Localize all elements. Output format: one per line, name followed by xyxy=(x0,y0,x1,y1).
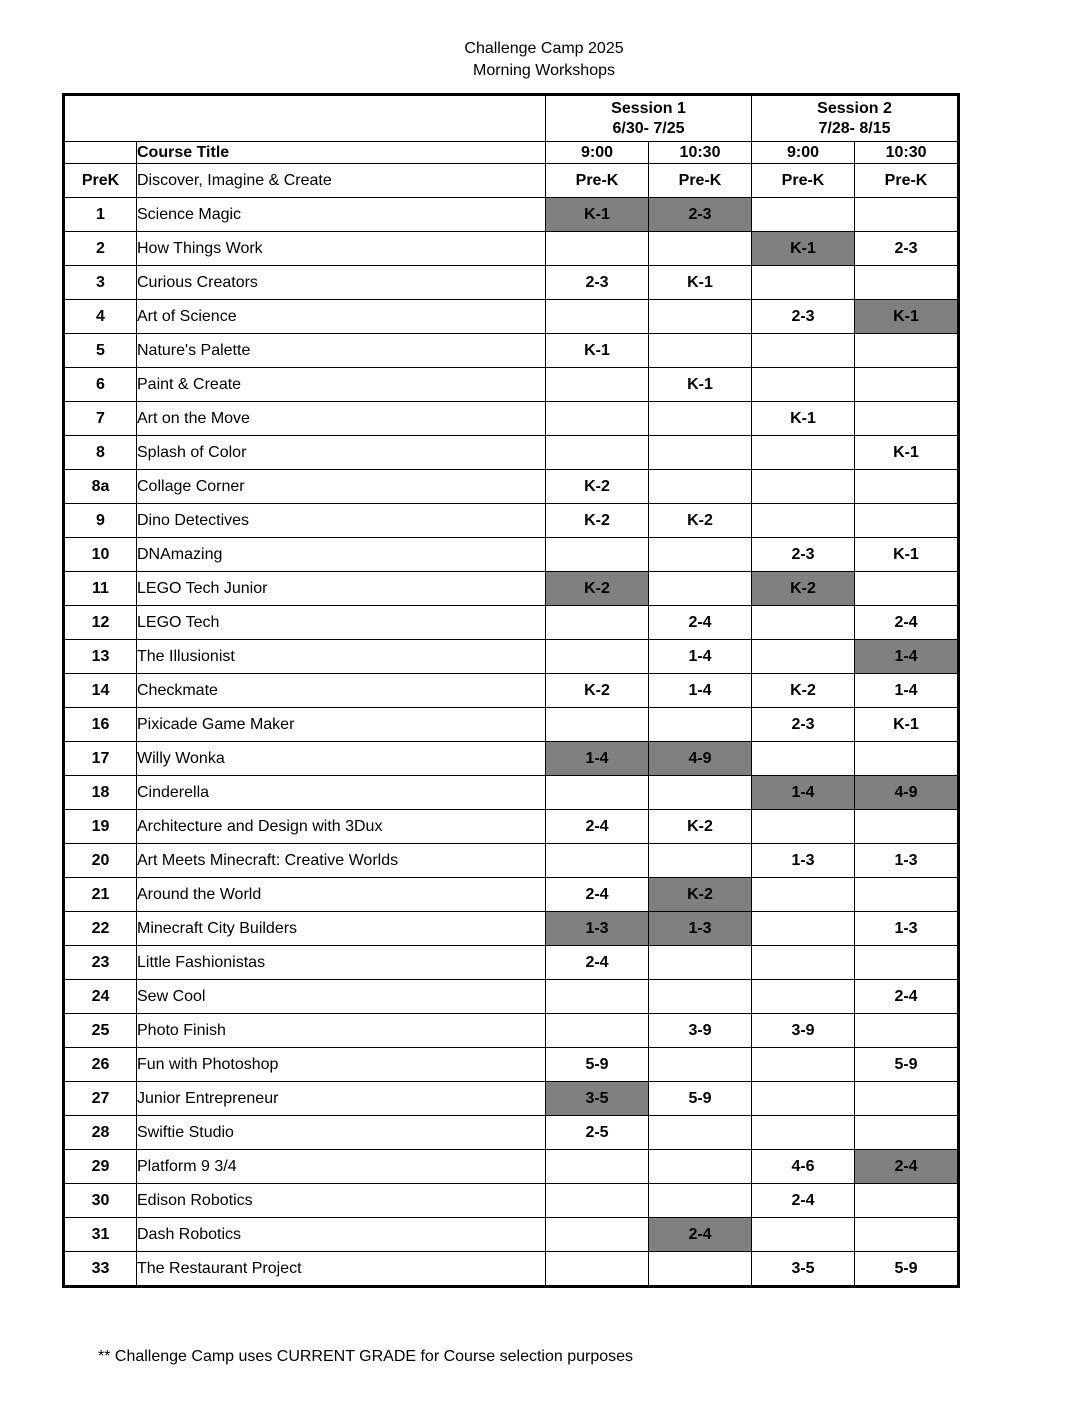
grade-cell: 5-9 xyxy=(649,1082,752,1116)
grade-cell: 2-3 xyxy=(752,708,855,742)
course-number: 31 xyxy=(65,1218,137,1252)
grade-cell xyxy=(546,1014,649,1048)
table-row xyxy=(65,946,958,980)
grade-cell xyxy=(649,334,752,368)
grade-cell: K-1 xyxy=(855,300,958,334)
grade-cell: K-2 xyxy=(546,470,649,504)
grade-cell xyxy=(855,1014,958,1048)
grade-cell xyxy=(649,470,752,504)
grade-cell: 1-3 xyxy=(546,912,649,946)
course-number: 18 xyxy=(65,776,137,810)
time-header: 9:00 xyxy=(752,142,855,164)
course-title: Nature's Palette xyxy=(137,334,546,368)
table-row xyxy=(65,810,958,844)
grade-cell xyxy=(855,810,958,844)
grade-cell: K-1 xyxy=(649,368,752,402)
course-number: 22 xyxy=(65,912,137,946)
course-number: 29 xyxy=(65,1150,137,1184)
grade-cell: K-1 xyxy=(752,232,855,266)
grade-cell: K-1 xyxy=(649,266,752,300)
grade-cell xyxy=(855,742,958,776)
grade-cell xyxy=(752,878,855,912)
schedule-table xyxy=(64,95,958,1286)
grade-cell xyxy=(546,844,649,878)
table-row xyxy=(65,1184,958,1218)
table-row xyxy=(65,572,958,606)
course-number: 5 xyxy=(65,334,137,368)
grade-cell: K-1 xyxy=(752,402,855,436)
course-title: Collage Corner xyxy=(137,470,546,504)
time-header: 9:00 xyxy=(546,142,649,164)
course-number: 27 xyxy=(65,1082,137,1116)
table-row xyxy=(65,776,958,810)
course-title: The Illusionist xyxy=(137,640,546,674)
grade-cell: 4-6 xyxy=(752,1150,855,1184)
grade-cell: 2-3 xyxy=(546,266,649,300)
grade-cell: 1-3 xyxy=(752,844,855,878)
course-number: 2 xyxy=(65,232,137,266)
table-row xyxy=(65,334,958,368)
grade-cell xyxy=(546,402,649,436)
grade-cell: K-2 xyxy=(649,504,752,538)
grade-cell xyxy=(855,266,958,300)
course-title: Art on the Move xyxy=(137,402,546,436)
course-title: LEGO Tech Junior xyxy=(137,572,546,606)
grade-cell: 1-4 xyxy=(752,776,855,810)
grade-cell: 3-9 xyxy=(752,1014,855,1048)
grade-cell xyxy=(855,402,958,436)
course-title: Art of Science xyxy=(137,300,546,334)
grade-cell: 1-4 xyxy=(649,640,752,674)
grade-cell: K-1 xyxy=(546,334,649,368)
course-number: 30 xyxy=(65,1184,137,1218)
document-title: Challenge Camp 2025 xyxy=(464,40,624,57)
grade-cell xyxy=(855,878,958,912)
course-number: 33 xyxy=(65,1252,137,1286)
grade-cell xyxy=(752,198,855,232)
grade-cell xyxy=(855,1082,958,1116)
grade-cell: 1-3 xyxy=(855,912,958,946)
grade-cell: K-1 xyxy=(855,538,958,572)
grade-cell xyxy=(546,368,649,402)
grade-cell xyxy=(752,946,855,980)
course-number: 16 xyxy=(65,708,137,742)
grade-cell: 5-9 xyxy=(855,1048,958,1082)
table-row xyxy=(65,1116,958,1150)
course-title: Cinderella xyxy=(137,776,546,810)
grade-cell: 2-3 xyxy=(752,538,855,572)
table-row xyxy=(65,198,958,232)
grade-cell xyxy=(752,368,855,402)
grade-cell: K-1 xyxy=(855,436,958,470)
course-number: 23 xyxy=(65,946,137,980)
course-title: Discover, Imagine & Create xyxy=(137,164,546,198)
grade-cell xyxy=(855,1184,958,1218)
table-row xyxy=(65,708,958,742)
course-title-header: Course Title xyxy=(137,142,546,164)
course-title: Science Magic xyxy=(137,198,546,232)
session-2-dates: 7/28- 8/15 xyxy=(818,119,891,137)
grade-cell xyxy=(752,436,855,470)
grade-cell: K-2 xyxy=(546,674,649,708)
table-row xyxy=(65,742,958,776)
grade-cell: 1-4 xyxy=(649,674,752,708)
grade-cell: 5-9 xyxy=(855,1252,958,1286)
course-title: Minecraft City Builders xyxy=(137,912,546,946)
grade-cell: 1-4 xyxy=(546,742,649,776)
course-title: Around the World xyxy=(137,878,546,912)
grade-cell xyxy=(649,232,752,266)
table-row xyxy=(65,538,958,572)
grade-cell xyxy=(546,232,649,266)
grade-cell xyxy=(649,1048,752,1082)
grade-cell xyxy=(546,1150,649,1184)
grade-cell: 2-4 xyxy=(546,878,649,912)
time-header-row xyxy=(65,142,958,164)
course-number: 19 xyxy=(65,810,137,844)
grade-cell: 2-5 xyxy=(546,1116,649,1150)
course-title: Sew Cool xyxy=(137,980,546,1014)
grade-cell: K-2 xyxy=(649,878,752,912)
table-row xyxy=(65,1218,958,1252)
grade-cell: 2-4 xyxy=(649,606,752,640)
grade-cell xyxy=(649,1150,752,1184)
table-row xyxy=(65,300,958,334)
footnote: ** Challenge Camp uses CURRENT GRADE for Course selection purposes xyxy=(98,1348,634,1365)
grade-cell: 2-4 xyxy=(855,980,958,1014)
grade-cell xyxy=(855,572,958,606)
course-number: 9 xyxy=(65,504,137,538)
grade-cell: K-2 xyxy=(649,810,752,844)
grade-cell xyxy=(649,980,752,1014)
course-title: Curious Creators xyxy=(137,266,546,300)
course-number: PreK xyxy=(65,164,137,198)
grade-cell: 2-4 xyxy=(855,1150,958,1184)
course-number: 21 xyxy=(65,878,137,912)
grade-cell xyxy=(649,844,752,878)
course-title: Splash of Color xyxy=(137,436,546,470)
course-title: Edison Robotics xyxy=(137,1184,546,1218)
grade-cell xyxy=(752,1218,855,1252)
grade-cell xyxy=(855,334,958,368)
course-number: 17 xyxy=(65,742,137,776)
grade-cell: 2-4 xyxy=(752,1184,855,1218)
grade-cell: K-2 xyxy=(546,504,649,538)
grade-cell: K-2 xyxy=(752,674,855,708)
grade-cell: 2-4 xyxy=(546,946,649,980)
grade-cell: K-2 xyxy=(752,572,855,606)
table-row xyxy=(65,266,958,300)
table-row xyxy=(65,674,958,708)
course-number: 3 xyxy=(65,266,137,300)
time-header: 10:30 xyxy=(649,142,752,164)
table-row xyxy=(65,1082,958,1116)
course-number: 1 xyxy=(65,198,137,232)
grade-cell xyxy=(546,776,649,810)
grade-cell xyxy=(752,742,855,776)
grade-cell xyxy=(546,640,649,674)
grade-cell xyxy=(546,436,649,470)
course-title: Willy Wonka xyxy=(137,742,546,776)
grade-cell: 4-9 xyxy=(855,776,958,810)
course-title: Architecture and Design with 3Dux xyxy=(137,810,546,844)
grade-cell: K-1 xyxy=(546,198,649,232)
grade-cell xyxy=(752,1048,855,1082)
grade-cell xyxy=(752,470,855,504)
course-number: 25 xyxy=(65,1014,137,1048)
grade-cell: 1-4 xyxy=(855,674,958,708)
grade-cell: K-2 xyxy=(546,572,649,606)
grade-cell xyxy=(546,708,649,742)
course-number: 28 xyxy=(65,1116,137,1150)
course-title: Little Fashionistas xyxy=(137,946,546,980)
grade-cell xyxy=(752,640,855,674)
course-number: 26 xyxy=(65,1048,137,1082)
grade-cell xyxy=(752,810,855,844)
grade-cell xyxy=(855,504,958,538)
grade-cell: 1-4 xyxy=(855,640,958,674)
grade-cell: 2-3 xyxy=(855,232,958,266)
course-title: Checkmate xyxy=(137,674,546,708)
course-title: Swiftie Studio xyxy=(137,1116,546,1150)
table-row xyxy=(65,1014,958,1048)
grade-cell xyxy=(649,402,752,436)
course-title: Art Meets Minecraft: Creative Worlds xyxy=(137,844,546,878)
grade-cell: 1-3 xyxy=(855,844,958,878)
session-1-name: Session 1 xyxy=(611,99,686,117)
grade-cell: Pre-K xyxy=(546,164,649,198)
grade-cell xyxy=(546,1252,649,1286)
session-2-header xyxy=(752,96,958,142)
grade-cell: 2-3 xyxy=(649,198,752,232)
grade-cell xyxy=(752,606,855,640)
course-number: 14 xyxy=(65,674,137,708)
grade-cell xyxy=(649,436,752,470)
time-header: 10:30 xyxy=(855,142,958,164)
grade-cell: 2-4 xyxy=(855,606,958,640)
grade-cell xyxy=(752,1116,855,1150)
course-number: 8a xyxy=(65,470,137,504)
table-row xyxy=(65,606,958,640)
course-number: 24 xyxy=(65,980,137,1014)
grade-cell xyxy=(546,1184,649,1218)
course-number: 10 xyxy=(65,538,137,572)
course-title: Dash Robotics xyxy=(137,1218,546,1252)
grade-cell: 3-5 xyxy=(752,1252,855,1286)
course-title: Paint & Create xyxy=(137,368,546,402)
table-row xyxy=(65,640,958,674)
grade-cell xyxy=(649,572,752,606)
course-number: 7 xyxy=(65,402,137,436)
grade-cell: 2-4 xyxy=(649,1218,752,1252)
grade-cell xyxy=(546,538,649,572)
session-2-name: Session 2 xyxy=(817,99,892,117)
course-number: 4 xyxy=(65,300,137,334)
table-row xyxy=(65,504,958,538)
number-header-cell xyxy=(65,142,137,164)
grade-cell: Pre-K xyxy=(752,164,855,198)
table-row xyxy=(65,232,958,266)
grade-cell xyxy=(752,980,855,1014)
grade-cell xyxy=(546,606,649,640)
grade-cell xyxy=(649,946,752,980)
course-number: 12 xyxy=(65,606,137,640)
course-number: 11 xyxy=(65,572,137,606)
table-row xyxy=(65,402,958,436)
header-blank-cell xyxy=(65,96,546,142)
session-1-dates: 6/30- 7/25 xyxy=(612,119,685,137)
course-number: 20 xyxy=(65,844,137,878)
course-title: Photo Finish xyxy=(137,1014,546,1048)
course-number: 8 xyxy=(65,436,137,470)
grade-cell xyxy=(855,470,958,504)
table-row xyxy=(65,980,958,1014)
course-title: The Restaurant Project xyxy=(137,1252,546,1286)
course-title: Junior Entrepreneur xyxy=(137,1082,546,1116)
session-header-row xyxy=(65,96,958,142)
course-title: Platform 9 3/4 xyxy=(137,1150,546,1184)
grade-cell xyxy=(649,300,752,334)
course-title: DNAmazing xyxy=(137,538,546,572)
grade-cell xyxy=(855,1218,958,1252)
grade-cell xyxy=(752,1082,855,1116)
grade-cell xyxy=(855,368,958,402)
grade-cell: K-1 xyxy=(855,708,958,742)
table-row xyxy=(65,844,958,878)
table-row xyxy=(65,436,958,470)
grade-cell xyxy=(855,198,958,232)
grade-cell xyxy=(649,1116,752,1150)
table-row xyxy=(65,164,958,198)
grade-cell xyxy=(752,334,855,368)
grade-cell xyxy=(649,776,752,810)
document-subtitle: Morning Workshops xyxy=(473,62,615,79)
grade-cell: 1-3 xyxy=(649,912,752,946)
table-row xyxy=(65,1048,958,1082)
course-title: How Things Work xyxy=(137,232,546,266)
course-title: Dino Detectives xyxy=(137,504,546,538)
grade-cell: 2-3 xyxy=(752,300,855,334)
table-row xyxy=(65,368,958,402)
grade-cell: 5-9 xyxy=(546,1048,649,1082)
grade-cell: 3-9 xyxy=(649,1014,752,1048)
grade-cell xyxy=(752,912,855,946)
grade-cell xyxy=(649,708,752,742)
grade-cell: 4-9 xyxy=(649,742,752,776)
grade-cell xyxy=(855,946,958,980)
grade-cell xyxy=(855,1116,958,1150)
course-title: Pixicade Game Maker xyxy=(137,708,546,742)
grade-cell: Pre-K xyxy=(855,164,958,198)
table-row xyxy=(65,878,958,912)
grade-cell xyxy=(649,1184,752,1218)
table-row xyxy=(65,470,958,504)
grade-cell xyxy=(546,980,649,1014)
course-number: 13 xyxy=(65,640,137,674)
table-row xyxy=(65,912,958,946)
grade-cell xyxy=(546,300,649,334)
table-row xyxy=(65,1150,958,1184)
course-number: 6 xyxy=(65,368,137,402)
course-title: Fun with Photoshop xyxy=(137,1048,546,1082)
grade-cell xyxy=(649,1252,752,1286)
grade-cell xyxy=(752,266,855,300)
grade-cell: 3-5 xyxy=(546,1082,649,1116)
session-1-header xyxy=(546,96,752,142)
course-title: LEGO Tech xyxy=(137,606,546,640)
grade-cell: Pre-K xyxy=(649,164,752,198)
grade-cell xyxy=(752,504,855,538)
grade-cell xyxy=(546,1218,649,1252)
grade-cell xyxy=(649,538,752,572)
table-row xyxy=(65,1252,958,1286)
grade-cell: 2-4 xyxy=(546,810,649,844)
